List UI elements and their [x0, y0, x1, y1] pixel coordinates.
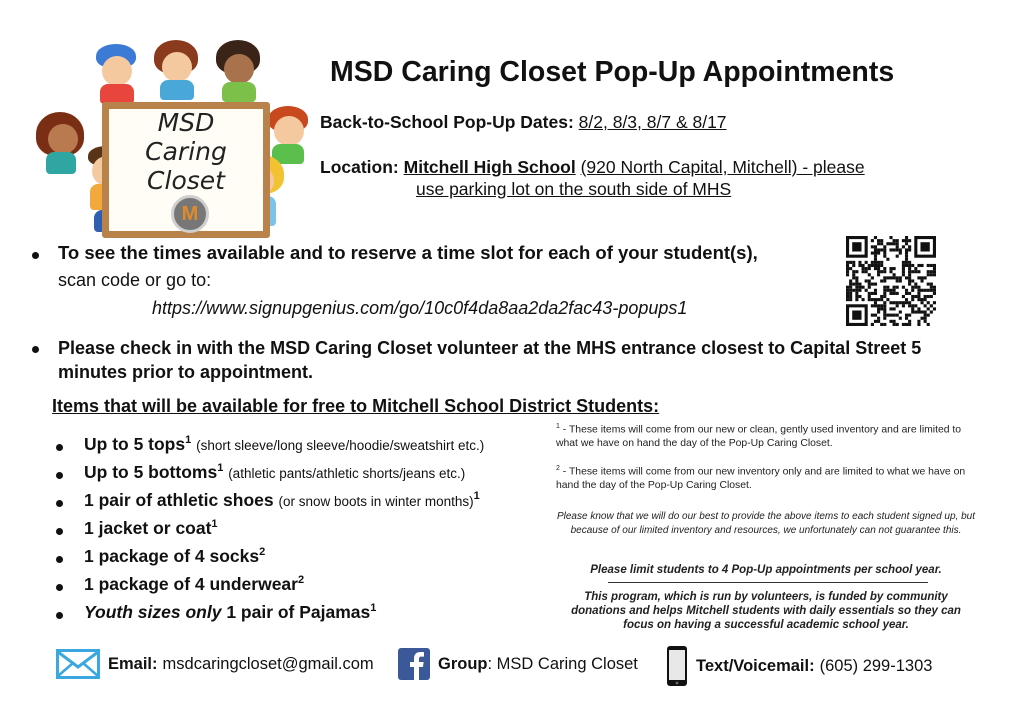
- program-note: This program, which is run by volunteers, is funded by community donations and helps Mitchell students with daily essentials so they can focus on having a successful academic school year.: [571, 591, 961, 631]
- group-value: : MSD Caring Closet: [487, 654, 638, 673]
- logo-text: [108, 108, 264, 195]
- bullet: [56, 472, 63, 479]
- divider: [608, 582, 928, 583]
- list-item: 1 pair of athletic shoes (or snow boots in winter months)$^1$: [84, 490, 480, 510]
- location-school: Mitchell High School: [403, 157, 576, 177]
- bullet: [56, 584, 63, 591]
- list-item: Up to 5 tops$^1$ (short sleeve/long sleeve/hoodie/sweatshirt etc.): [84, 434, 485, 454]
- popup-dates: [320, 112, 727, 133]
- page-title: MSD Caring Closet Pop-Up Appointments: [330, 56, 895, 88]
- bullet: [32, 346, 39, 353]
- logo-line-msd: MSD: [157, 108, 215, 137]
- bullet: [56, 444, 63, 451]
- reserve-instructions: [58, 242, 758, 291]
- footnote-1: $^1$ - These items will come from our new or clean, gently used inventory and are limited to what we have on hand the day of the Pop-Up Caring Closet.: [556, 423, 962, 449]
- phone-icon: [666, 645, 688, 687]
- list-item: Up to 5 bottoms$^1$ (athletic pants/athletic shorts/jeans etc.): [84, 462, 466, 482]
- envelope-icon: [56, 649, 100, 679]
- items-heading: Items that will be available for free to Mitchell School District Students:: [52, 396, 660, 416]
- phone-value[interactable]: (605) 299-1303: [819, 656, 933, 675]
- appointment-limit-note: Please limit students to 4 Pop-Up appointments per school year.: [590, 564, 942, 576]
- checkin-instructions: Please check in with the MSD Caring Closet volunteer at the MHS entrance closest to Capital Street 5 minutes prior to appointment.: [58, 338, 922, 382]
- location-label: Location:: [320, 157, 399, 177]
- dates-value: 8/2, 8/3, 8/7 & 8/17: [578, 112, 727, 132]
- facebook-icon: [398, 648, 430, 680]
- footer-group: [398, 646, 638, 682]
- bullet: [56, 528, 63, 535]
- list-item: Youth sizes only 1 pair of Pajamas$^1$: [84, 602, 377, 622]
- list-item: 1 jacket or coat$^1$: [84, 518, 218, 538]
- logo-line-caring: Caring: [145, 137, 227, 166]
- mitchell-emblem-icon: M: [171, 195, 209, 233]
- reserve-scan-text: scan code or go to:: [58, 270, 212, 290]
- logo-line-closet: Closet: [147, 166, 225, 195]
- email-link[interactable]: msdcaringcloset@gmail.com: [162, 654, 374, 673]
- list-item: 1 package of 4 socks$^2$: [84, 546, 266, 566]
- bullet: [32, 252, 39, 259]
- bullet: [56, 500, 63, 507]
- group-label: Group: [438, 654, 488, 673]
- email-label: Email:: [108, 654, 158, 673]
- phone-label: Text/Voicemail:: [696, 656, 815, 675]
- reserve-text: To see the times available and to reserve a time slot for each of your student(s),: [58, 242, 758, 263]
- signup-url-link[interactable]: https://www.signupgenius.com/go/10c0f4da8aa2da2fac43-popups1: [152, 298, 688, 318]
- caring-closet-logo: [38, 44, 322, 244]
- location-address-line2: use parking lot on the south side of MHS: [416, 179, 732, 199]
- location-address-line1: (920 North Capital, Mitchell) - please: [580, 157, 865, 177]
- footer-email: [56, 646, 374, 682]
- list-item: 1 package of 4 underwear$^2$: [84, 574, 305, 594]
- qr-code[interactable]: [846, 236, 936, 326]
- footnote-2: $^2$ - These items will come from our new inventory only and are limited to what we have on hand the day of the Pop-Up Caring Closet.: [556, 465, 966, 491]
- bullet: [56, 612, 63, 619]
- dates-label: Back-to-School Pop-Up Dates:: [320, 112, 574, 132]
- disclaimer-note: Please know that we will do our best to provide the above items to each student signed up, but because of our limited inventory and resources, we unfortunately can not guarantee this.: [556, 511, 976, 536]
- bullet: [56, 556, 63, 563]
- footer-phone: [666, 644, 932, 688]
- location: [320, 156, 865, 200]
